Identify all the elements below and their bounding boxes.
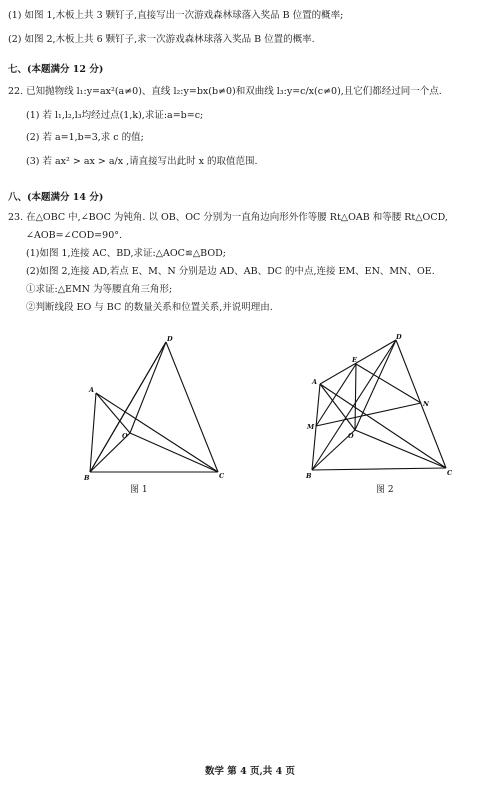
label-A: A	[312, 378, 318, 386]
figure-1-lines	[90, 342, 218, 472]
label-D: D	[396, 333, 402, 341]
question-line: (1) 如图 1,木板上共 3 颗钉子,直接写出一次游戏森林球落入奖品 B 位置的概率;	[8, 10, 344, 21]
sub-question: (2) 若 a=1,b=3,求 c 的值;	[26, 132, 144, 143]
sub-question: (1) 若 l₁,l₂,l₃均经过点(1,k),求证:a=b=c;	[26, 110, 204, 121]
sub-question: ①求证:△EMN 为等腰直角三角形;	[26, 284, 173, 295]
question-stem: 23. 在△OBC 中,∠BOC 为钝角. 以 OB、OC 分别为一直角边向形外作等腰 Rt△OAB 和等腰 Rt△OCD,	[8, 212, 448, 223]
section-heading: 八、(本题满分 14 分)	[8, 192, 104, 203]
figure-1-caption: 图 1	[130, 485, 148, 495]
label-M: M	[307, 423, 315, 431]
figure-1	[78, 330, 238, 490]
label-N: N	[423, 400, 429, 408]
label-B: B	[84, 474, 90, 482]
sub-question: (2)如图 2,连接 AD,若点 E、M、N 分别是边 AD、AB、DC 的中点,连接 EM、EN、MN、OE.	[26, 266, 435, 277]
question-stem: ∠AOB=∠COD=90°.	[26, 230, 123, 241]
label-D: D	[167, 335, 173, 343]
label-O: O	[348, 432, 354, 440]
figure-2-caption: 图 2	[376, 485, 394, 495]
question-stem: 22. 已知抛物线 l₁:y=ax²(a≠0)、直线 l₂:y=bx(b≠0)和双曲线 l₃:y=c/x(c≠0),且它们都经过同一个点.	[8, 86, 442, 97]
sub-question: (3) 若 ax² > ax > a/x ,请直接写出此时 x 的取值范围.	[26, 156, 258, 167]
label-A: A	[89, 386, 95, 394]
label-B: B	[306, 472, 312, 480]
sub-question: (1)如图 1,连接 AC、BD,求证:△AOC≌△BOD;	[26, 248, 226, 259]
label-C: C	[447, 469, 453, 477]
question-line: (2) 如图 2,木板上共 6 颗钉子,求一次游戏森林球落入奖品 B 位置的概率.	[8, 34, 315, 45]
figure-2	[300, 330, 465, 490]
sub-question: ②判断线段 EO 与 BC 的数量关系和位置关系,并说明理由.	[26, 302, 273, 313]
section-heading: 七、(本题满分 12 分)	[8, 64, 104, 75]
label-E: E	[352, 356, 357, 364]
label-O: O	[122, 432, 128, 440]
label-C: C	[219, 472, 225, 480]
page-footer: 数学 第 4 页,共 4 页	[204, 766, 296, 777]
